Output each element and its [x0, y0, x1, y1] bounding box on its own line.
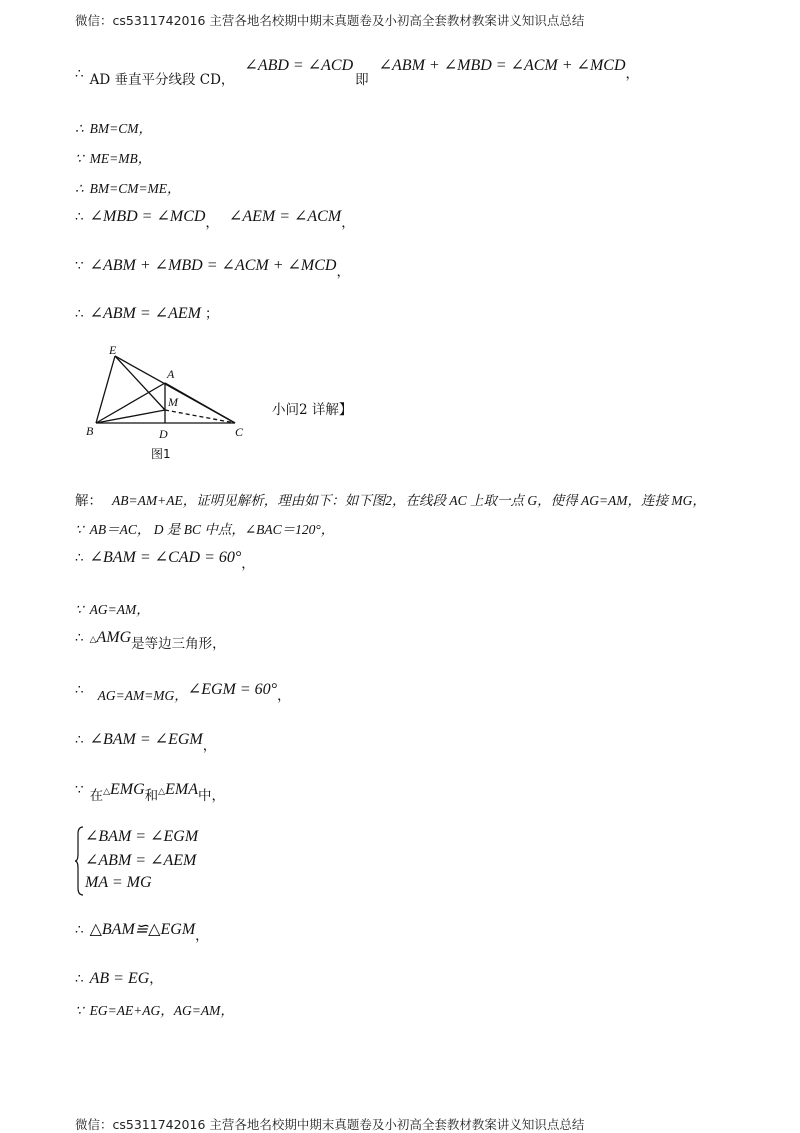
- proof-line-4: [75, 177, 181, 197]
- proof-line-12: [75, 626, 226, 652]
- punct: ，: [241, 556, 255, 572]
- formula: ∠AEM = ∠ACM: [228, 208, 342, 225]
- proof-line-10: [75, 546, 255, 572]
- punct: ，: [202, 738, 217, 754]
- therefore-symbol: ∴: [75, 121, 84, 136]
- text: 在: [89, 788, 104, 804]
- proof-line-5: [75, 205, 355, 231]
- because-symbol: ∵: [75, 602, 84, 617]
- text: 中，: [197, 788, 225, 804]
- text: AG=AM，: [89, 602, 150, 617]
- because-symbol: ∵: [75, 258, 84, 274]
- punct: ，: [277, 688, 291, 704]
- formula: △BAM≌△EGM: [89, 921, 196, 938]
- formula: ∠BAM = ∠EGM: [89, 731, 203, 748]
- system-row-3: MA = MG: [85, 874, 152, 891]
- text: BM=CM，: [89, 121, 152, 136]
- proof-line-7: [75, 302, 218, 323]
- label-B: B: [86, 424, 94, 438]
- page-footer: 微信：cs5311742016 主营各地名校期中期末真题卷及小初高全套教材教案讲义知识点总结: [75, 1117, 585, 1132]
- formula: ∠ABM = ∠AEM: [89, 305, 201, 322]
- triangle-symbol: △: [103, 787, 111, 797]
- text: AB＝AC， D 是 BC 中点，∠BAC＝120°，: [89, 522, 335, 537]
- punct: ，: [336, 264, 350, 280]
- formula: AB = EG: [89, 970, 150, 987]
- sub-question-2-heading: 小问2 详解】: [272, 402, 353, 418]
- label-A: A: [167, 367, 175, 381]
- punct: ；: [204, 306, 219, 322]
- formula: EMA: [165, 781, 198, 798]
- text: AG=AM=MG，: [97, 688, 188, 703]
- label-C: C: [235, 425, 244, 439]
- label-D: D: [159, 427, 168, 441]
- formula: EMG: [110, 781, 145, 798]
- therefore-symbol: ∴: [75, 66, 84, 82]
- therefore-symbol: ∴: [75, 682, 84, 698]
- therefore-symbol: ∴: [75, 306, 84, 322]
- therefore-symbol: ∴: [75, 181, 84, 196]
- formula: ∠ABM + ∠MBD = ∠ACM + ∠MCD: [378, 57, 626, 74]
- proof-line-15: [75, 778, 225, 804]
- therefore-symbol: ∴: [75, 971, 84, 987]
- because-symbol: ∵: [75, 522, 84, 537]
- punct: ，: [341, 215, 355, 231]
- proof-line-2: [75, 117, 152, 137]
- because-symbol: ∵: [75, 782, 84, 798]
- text: 和: [144, 788, 159, 804]
- text: 是等边三角形，: [131, 636, 226, 652]
- proof-line-11: [75, 598, 150, 618]
- punct: ，: [195, 928, 209, 944]
- proof-line-9: [75, 518, 334, 538]
- figure-caption: 图1: [151, 447, 171, 461]
- text: AB=AM+AE，证明见解析，理由如下：如下图2，在线段 AC 上取一点 G，使得 AG=AM，连接 MG，: [112, 493, 706, 508]
- label-E: E: [109, 343, 117, 357]
- text: AD 垂直平分线段 CD，: [89, 72, 235, 88]
- label-M: M: [168, 395, 178, 409]
- therefore-symbol: ∴: [75, 630, 84, 646]
- punct: ，: [205, 215, 219, 231]
- proof-line-13: [75, 678, 291, 704]
- formula: ∠ABM + ∠MBD = ∠ACM + ∠MCD: [89, 257, 337, 274]
- therefore-symbol: ∴: [75, 550, 84, 566]
- because-symbol: ∵: [75, 151, 84, 166]
- geometry-figure-1: [85, 340, 255, 465]
- proof-line-16: [75, 918, 209, 944]
- formula: AMG: [96, 629, 132, 646]
- proof-line-18: [75, 999, 234, 1019]
- proof-line-14: [75, 728, 217, 754]
- therefore-symbol: ∴: [75, 732, 84, 748]
- equation-system: [75, 826, 275, 896]
- text: EG=AE+AG，AG=AM，: [89, 1003, 234, 1018]
- triangle-symbol: △: [158, 787, 166, 797]
- because-symbol: ∵: [75, 1003, 84, 1018]
- page-header: 微信：cs5311742016 主营各地名校期中期末真题卷及小初高全套教材教案讲义知识点总结: [75, 13, 585, 28]
- formula: ∠ABD = ∠ACD: [244, 57, 354, 74]
- formula: ∠MBD = ∠MCD: [89, 208, 206, 225]
- text: ME=MB，: [89, 151, 152, 166]
- triangle-symbol: △: [89, 635, 97, 645]
- proof-line-6: [75, 254, 350, 280]
- system-row-1: ∠BAM = ∠EGM: [85, 828, 199, 845]
- punct: ，: [149, 971, 163, 987]
- solution-label: 解：: [75, 493, 102, 509]
- text: 即: [355, 72, 369, 88]
- proof-line-8: [75, 489, 706, 509]
- text: BM=CM=ME，: [89, 181, 181, 196]
- proof-line-3: [75, 147, 151, 167]
- punct: ，: [625, 66, 639, 82]
- therefore-symbol: ∴: [75, 209, 84, 225]
- therefore-symbol: ∴: [75, 922, 84, 938]
- left-brace-icon: [75, 826, 85, 896]
- formula: ∠EGM = 60°: [187, 681, 278, 698]
- proof-line-1: [75, 57, 639, 88]
- proof-line-17: [75, 967, 163, 988]
- system-row-2: ∠ABM = ∠AEM: [85, 852, 197, 869]
- formula: ∠BAM = ∠CAD = 60°: [89, 549, 242, 566]
